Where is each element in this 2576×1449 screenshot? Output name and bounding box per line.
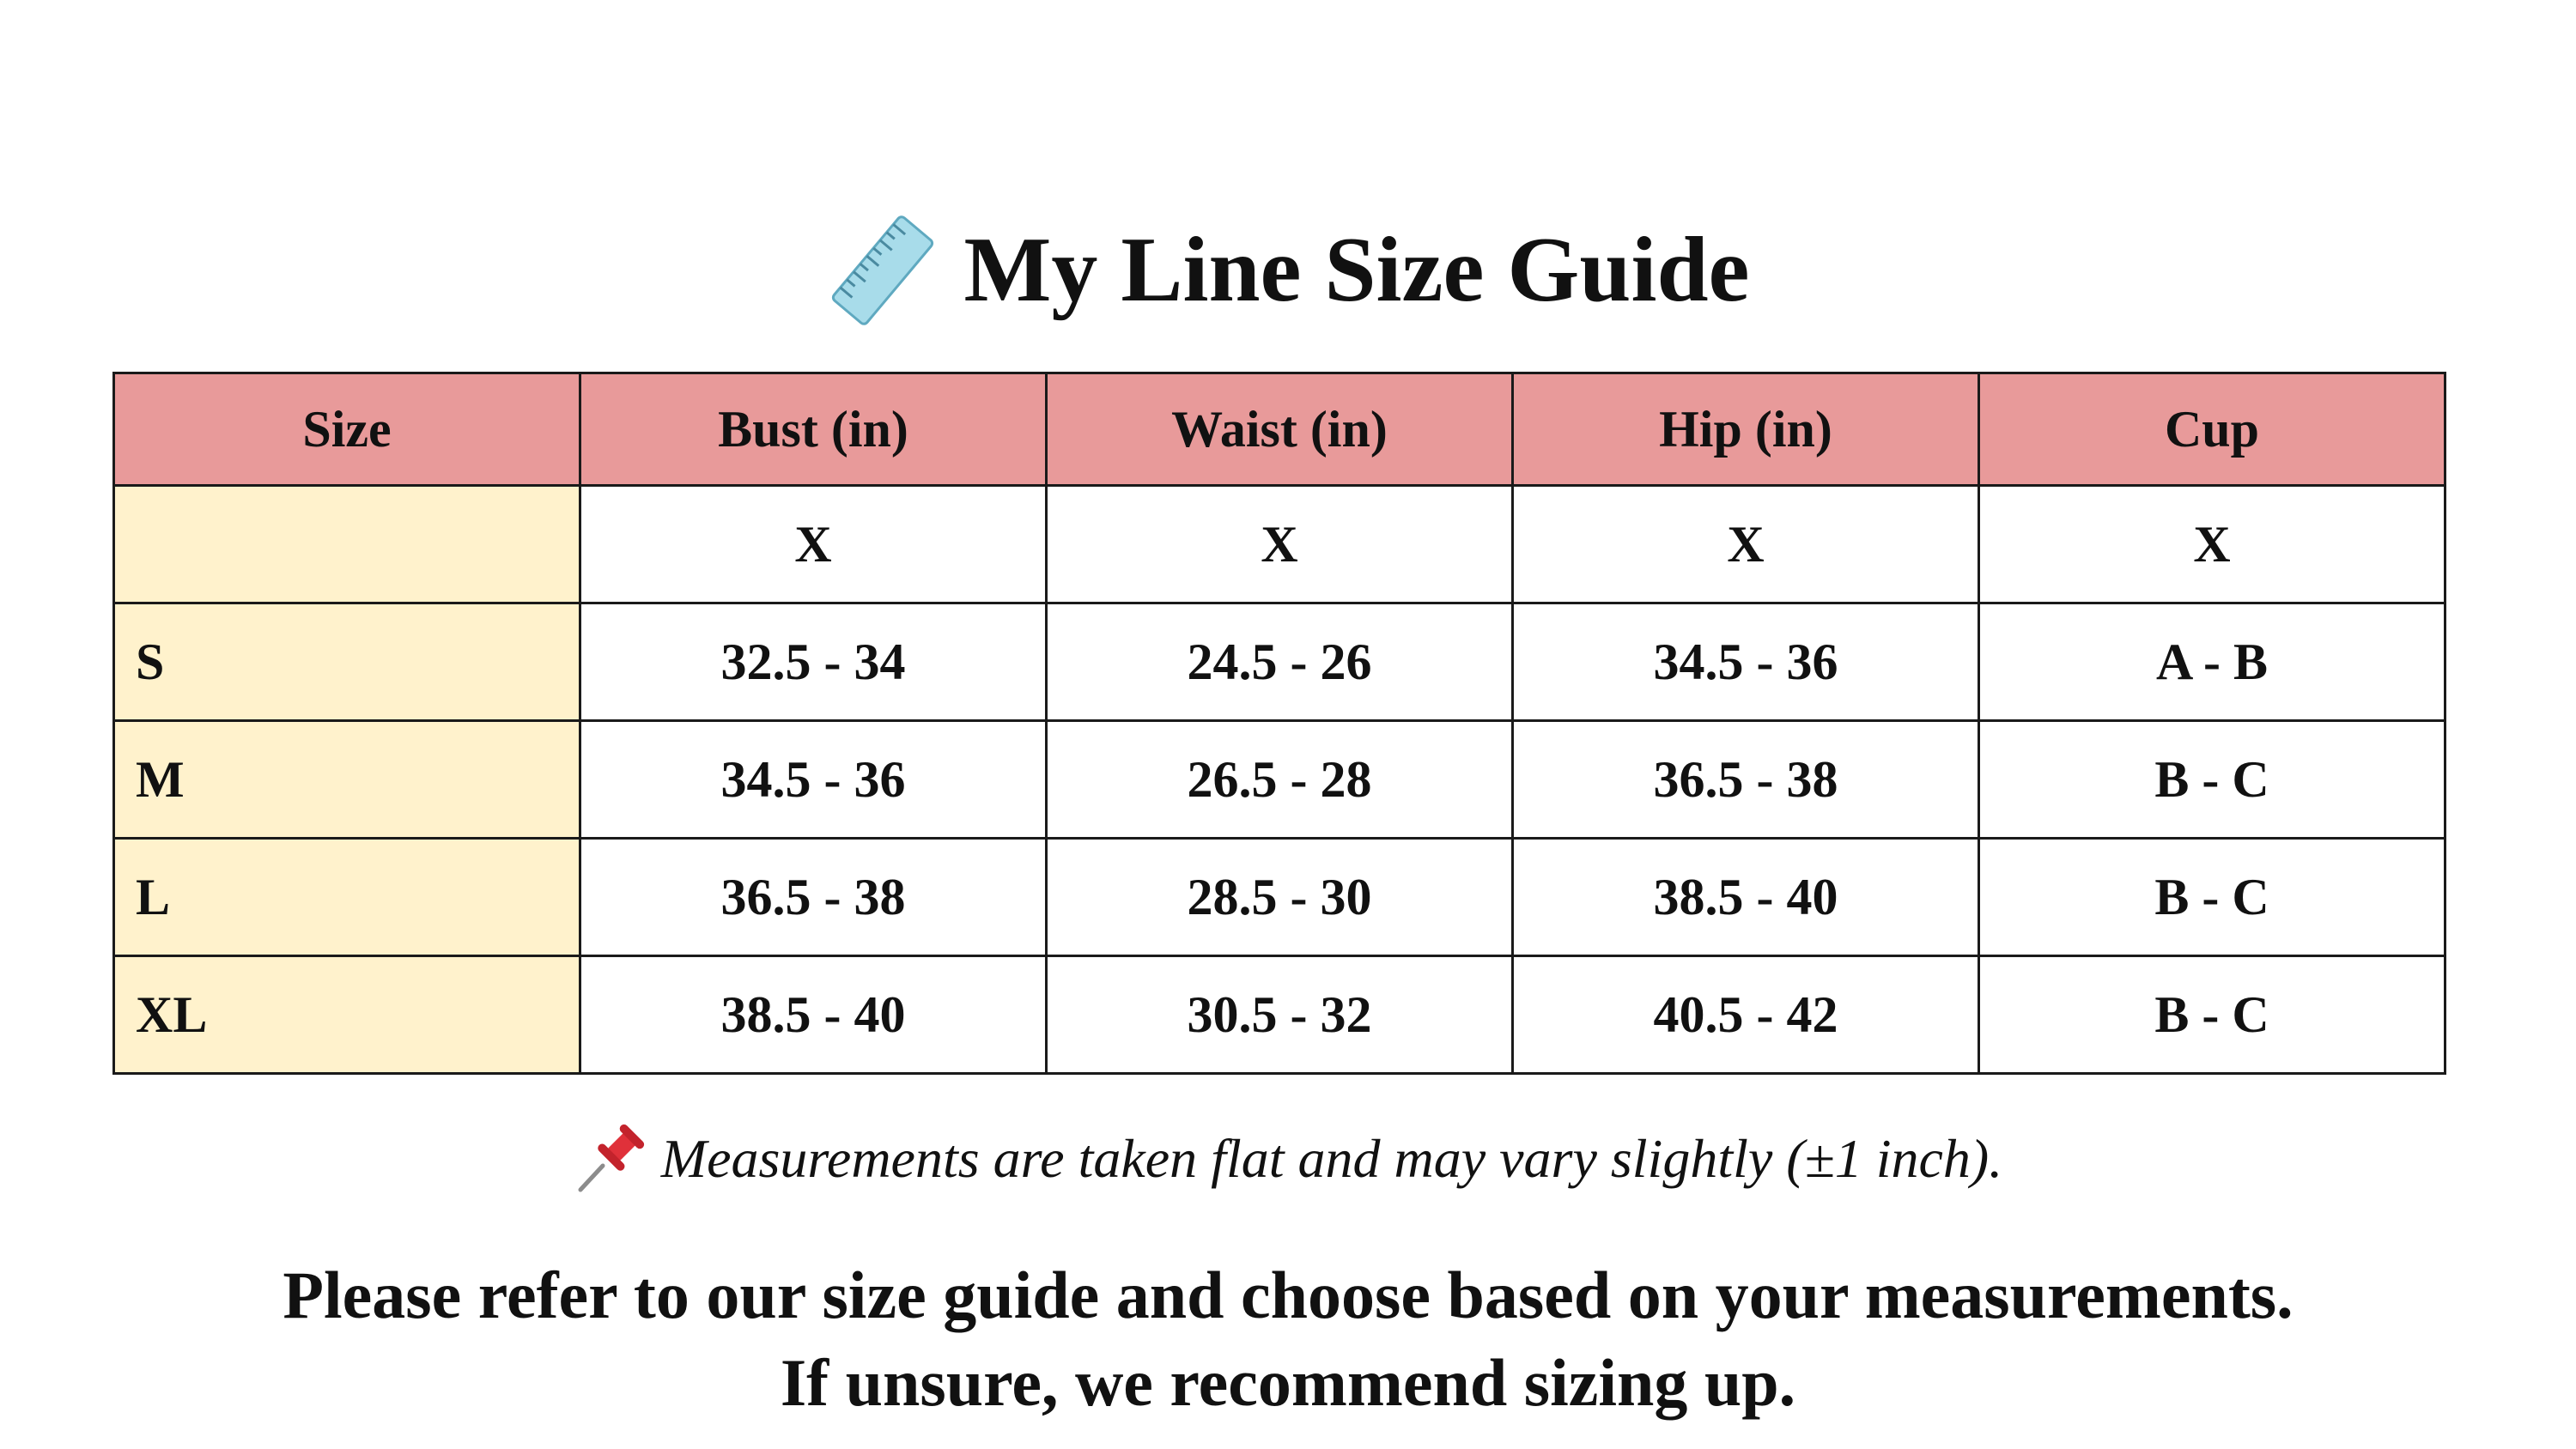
size-guide-table (112, 372, 2446, 1075)
bust-cell: X (580, 486, 1047, 603)
size-cell: L (114, 839, 580, 956)
bust-cell: 34.5 - 36 (580, 721, 1047, 839)
table-header-row (114, 373, 2445, 486)
waist-cell: 30.5 - 32 (1047, 956, 1513, 1074)
hip-cell: 36.5 - 38 (1513, 721, 1979, 839)
waist-cell: 28.5 - 30 (1047, 839, 1513, 956)
title-row (0, 215, 2576, 326)
cup-cell: A - B (1979, 603, 2445, 721)
waist-cell: 26.5 - 28 (1047, 721, 1513, 839)
header-size: Size (114, 373, 580, 486)
cup-cell: B - C (1979, 956, 2445, 1074)
advice-text (0, 1252, 2576, 1427)
note-text: Measurements are taken flat and may vary slightly (±1 inch). (660, 1128, 2003, 1189)
table-row (114, 721, 2445, 839)
ruler-icon (827, 215, 939, 326)
header-bust: Bust (in) (580, 373, 1047, 486)
pushpin-icon (574, 1123, 646, 1195)
size-cell (114, 486, 580, 603)
size-cell: M (114, 721, 580, 839)
table-row (114, 839, 2445, 956)
table-row (114, 486, 2445, 603)
waist-cell: 24.5 - 26 (1047, 603, 1513, 721)
table-row (114, 603, 2445, 721)
page-title: My Line Size Guide (963, 219, 1750, 321)
cup-cell: B - C (1979, 721, 2445, 839)
size-cell: S (114, 603, 580, 721)
header-cup: Cup (1979, 373, 2445, 486)
advice-line-2: If unsure, we recommend sizing up. (780, 1345, 1796, 1420)
cup-cell: B - C (1979, 839, 2445, 956)
hip-cell: 38.5 - 40 (1513, 839, 1979, 956)
waist-cell: X (1047, 486, 1513, 603)
bust-cell: 36.5 - 38 (580, 839, 1047, 956)
cup-cell: X (1979, 486, 2445, 603)
bust-cell: 38.5 - 40 (580, 956, 1047, 1074)
bust-cell: 32.5 - 34 (580, 603, 1047, 721)
header-waist: Waist (in) (1047, 373, 1513, 486)
hip-cell: X (1513, 486, 1979, 603)
measurement-note (0, 1120, 2576, 1197)
advice-line-1: Please refer to our size guide and choose based on your measurements. (283, 1258, 2293, 1332)
table-row (114, 956, 2445, 1074)
hip-cell: 40.5 - 42 (1513, 956, 1979, 1074)
hip-cell: 34.5 - 36 (1513, 603, 1979, 721)
size-cell: XL (114, 956, 580, 1074)
header-hip: Hip (in) (1513, 373, 1979, 486)
